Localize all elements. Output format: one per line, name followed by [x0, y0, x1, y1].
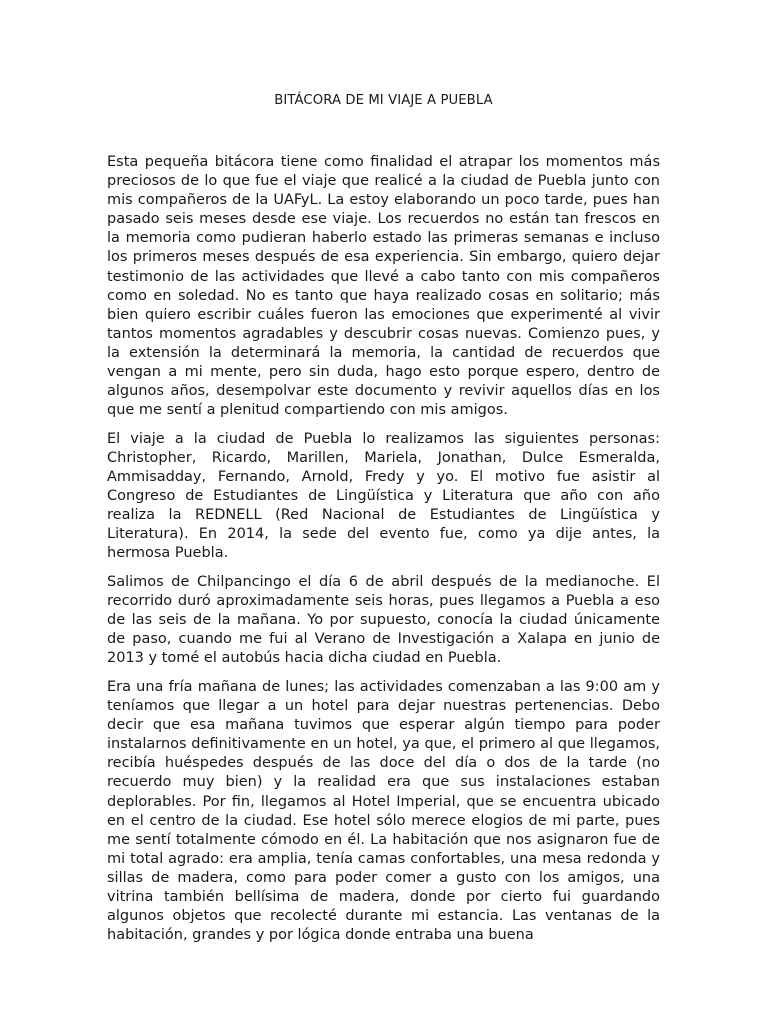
paragraph-travelers: El viaje a la ciudad de Puebla lo realizamos las siguientes personas: Christopher, Ricardo, Marillen, Mariela, Jonathan, Dulce Esmeralda, Ammisadday, Fernando, Arnold, Fredy y yo. El motivo fue asistir al Congreso de Estudiantes de Lingüística y Literatura que año con año realiza la REDNELL (Red Nacional de Estudiantes de Lingüística y Literatura). En 2014, la sede del evento fue, como ya dije antes, la hermosa Puebla. — [107, 430, 660, 562]
paragraph-hotel: Era una fría mañana de lunes; las actividades comenzaban a las 9:00 am y teníamos que llegar a un hotel para dejar nuestras pertenencias. Debo decir que esa mañana tuvimos que esperar algún tiempo para poder instalarnos definitivamente en un hotel, ya que, el primero al que llegamos, recibía huéspedes después de las doce del día o dos de la tarde (no recuerdo muy bien) y la realidad era que sus instalaciones estaban deplorables. Por fin, llegamos al Hotel Imperial, que se encuentra ubicado en el centro de la ciudad. Ese hotel sólo merece elogios de mi parte, pues me sentí totalmente cómodo en él. La habitación que nos asignaron fue de mi total agrado: era amplia, tenía camas confortables, una mesa redonda y sillas de madera, como para poder comer a gusto con los amigos, una vitrina también bellísima de madera, donde por cierto fui guardando algunos objetos que recolecté durante mi estancia. Las ventanas de la habitación, grandes y por lógica donde entraba una buena — [107, 678, 660, 944]
document-title: BITÁCORA DE MI VIAJE A PUEBLA — [274, 93, 493, 108]
document-page — [107, 92, 660, 944]
paragraph-departure: Salimos de Chilpancingo el día 6 de abril después de la medianoche. El recorrido duró aproximadamente seis horas, pues llegamos a Puebla a eso de las seis de la mañana. Yo por supuesto, conocía la ciudad únicamente de paso, cuando me fui al Verano de Investigación a Xalapa en junio de 2013 y tomé el autobús hacia dicha ciudad en Puebla. — [107, 573, 660, 667]
paragraph-intro: Esta pequeña bitácora tiene como finalidad el atrapar los momentos más preciosos de lo que fue el viaje que realicé a la ciudad de Puebla junto con mis compañeros de la UAFyL. La estoy elaborando un poco tarde, pues han pasado seis meses desde ese viaje. Los recuerdos no están tan frescos en la memoria como pudieran haberlo estado las primeras semanas e incluso los primeros meses después de esa experiencia. Sin embargo, quiero dejar testimonio de las actividades que llevé a cabo tanto con mis compañeros como en soledad. No es tanto que haya realizado cosas en solitario; más bien quiero escribir cuáles fueron las emociones que experimenté al vivir tantos momentos agradables y descubrir cosas nuevas. Comienzo pues, y la extensión la determinará la memoria, la cantidad de recuerdos que vengan a mi mente, pero sin duda, hago esto porque espero, dentro de algunos años, desempolvar este documento y revivir aquellos días en los que me sentí a plenitud compartiendo con mis amigos. — [107, 154, 660, 419]
